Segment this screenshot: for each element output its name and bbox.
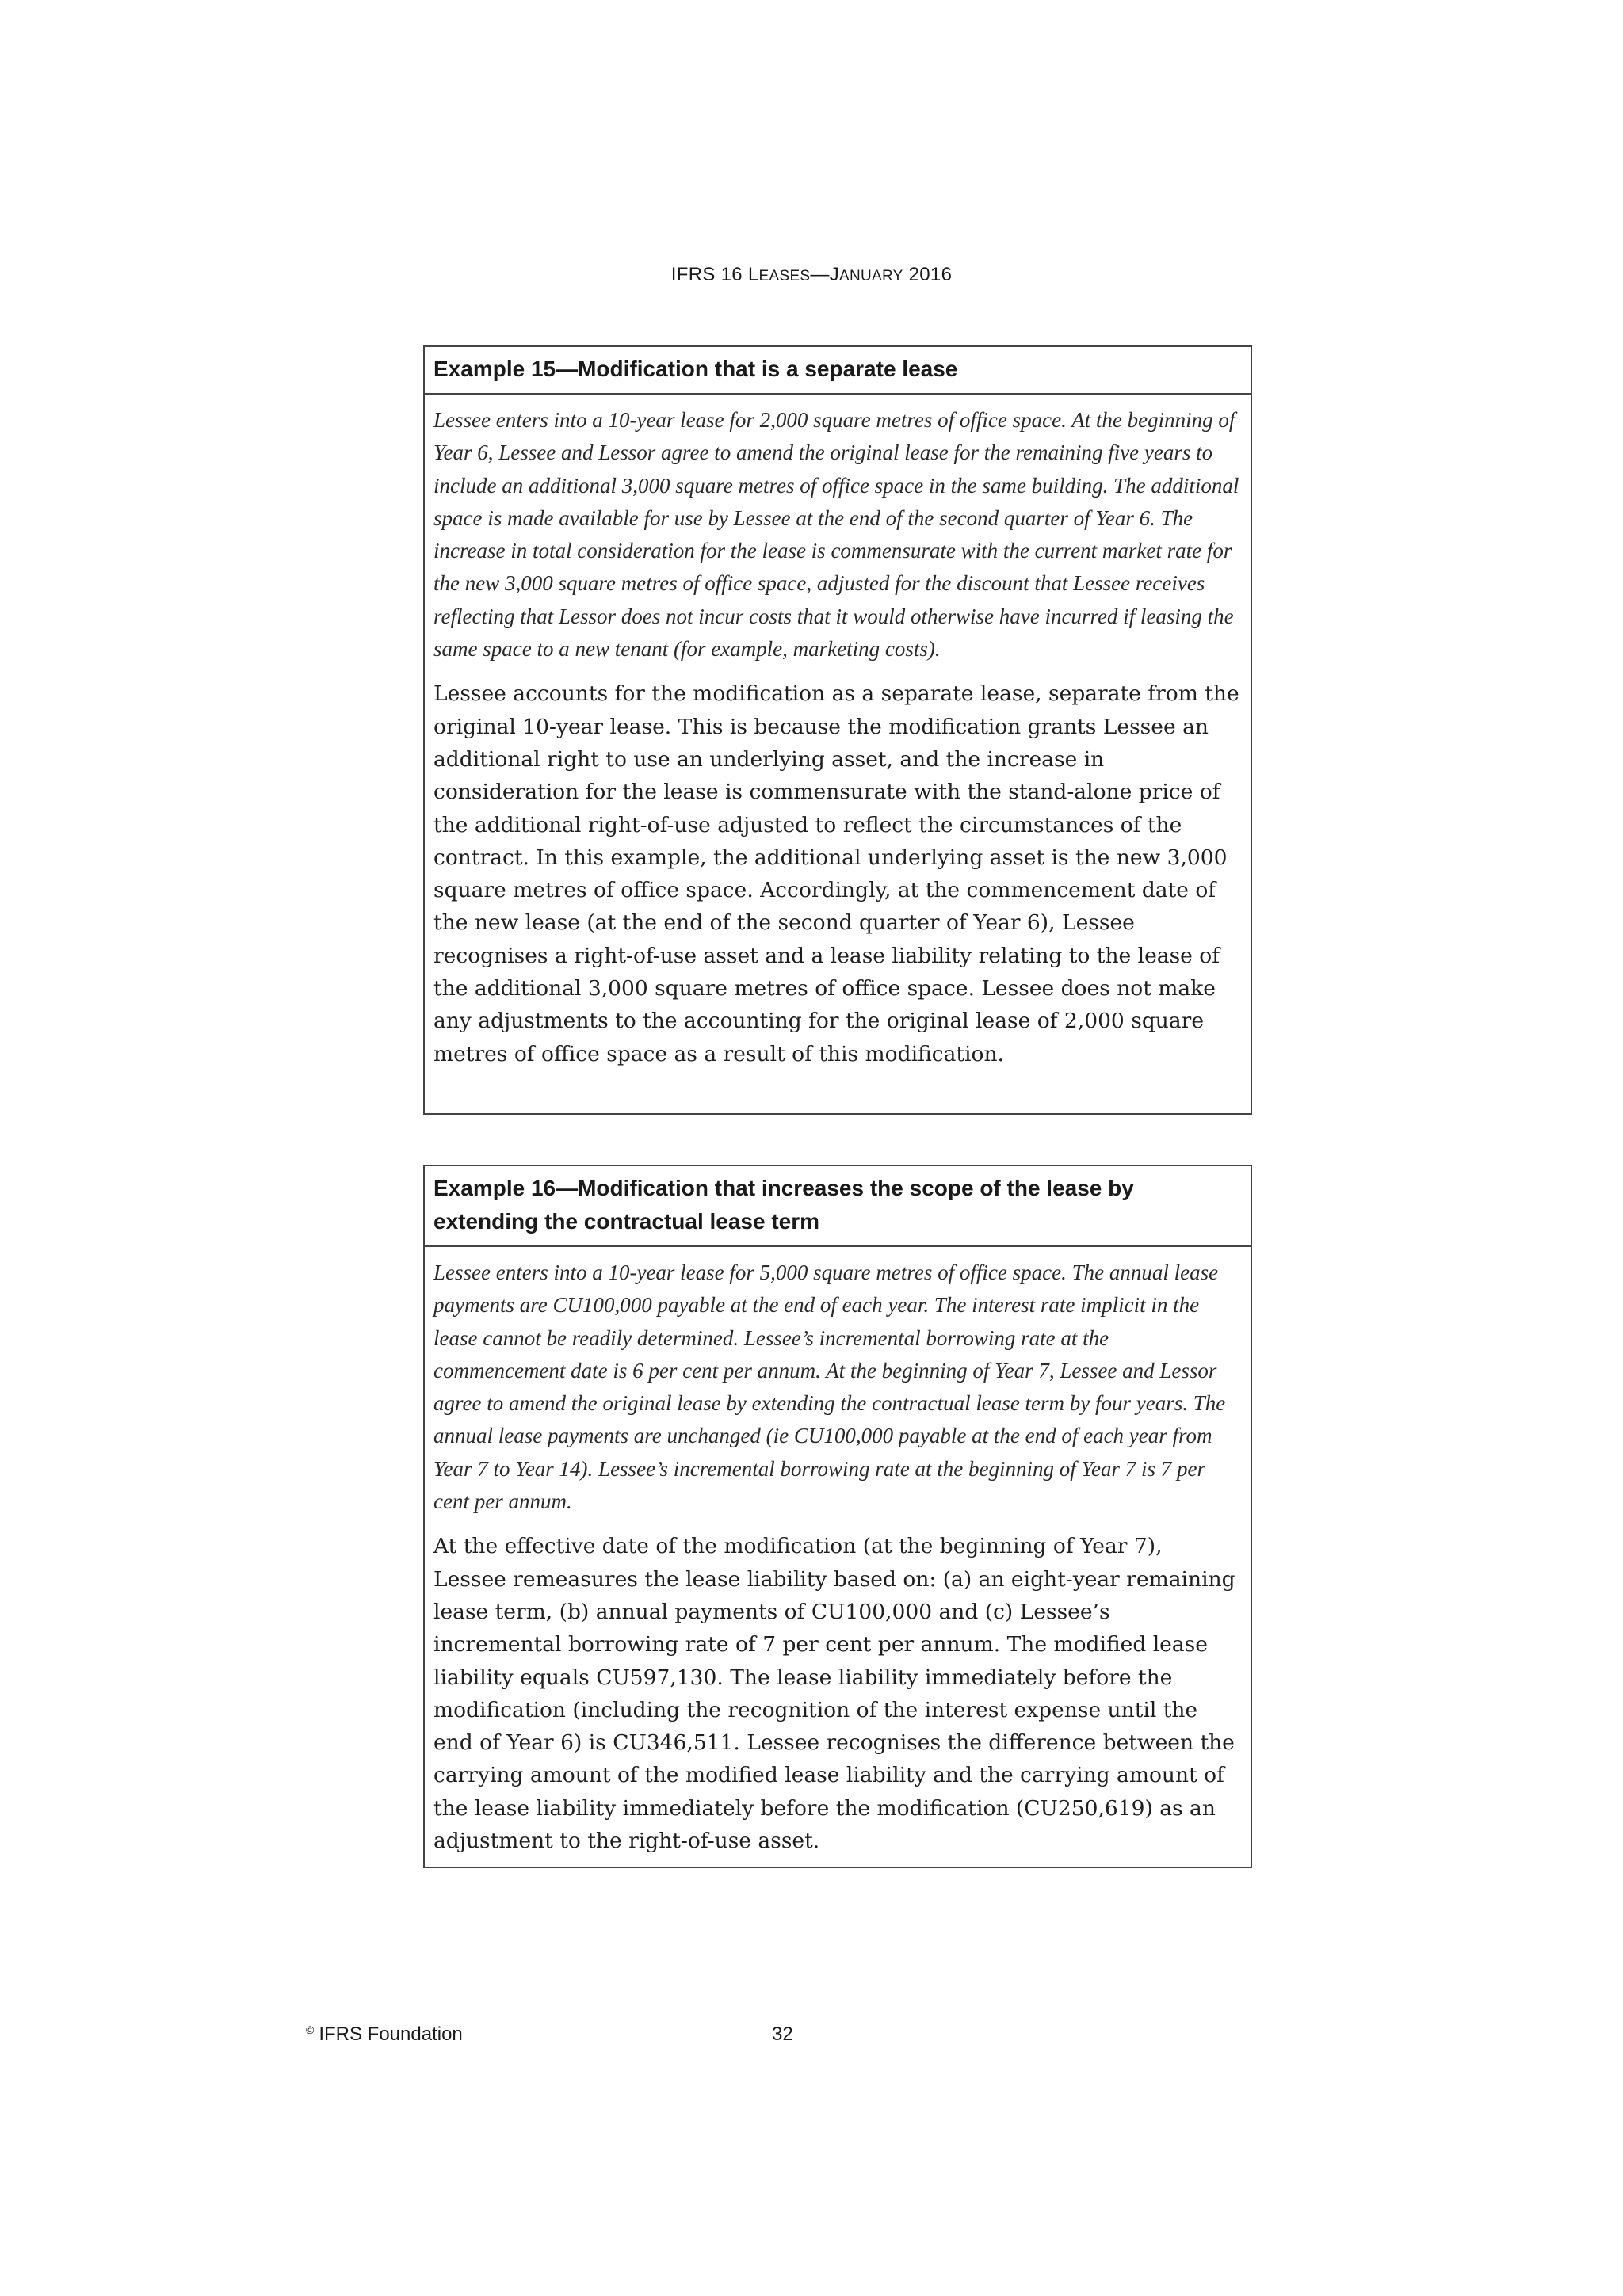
example-16-body <box>425 1247 1251 1857</box>
example-15-body <box>425 395 1251 1070</box>
copyright-symbol: © <box>306 2023 315 2036</box>
running-head: IFRS 16 LEASES—JANUARY 2016 <box>670 264 953 285</box>
example-15-analysis: Lessee accounts for the modification as a separate lease, separate from the original 10-year lease. This is because the modification grants Lessee an additional right to use an underlying asset, and the increase in consideration for the lease is commensurate with the stand-alone price of the additional right-of-use adjusted to reflect the circumstances of the contract. In this example, the additional underlying asset is the new 3,000 square metres of office space. Accordingly, at the commencement date of the new lease (at the end of the second quarter of Year 6), Lessee recognises a right-of-use asset and a lease liability relating to the lease of the additional 3,000 square metres of office space. Lessee does not make any adjustments to the accounting for the original lease of 2,000 square metres of office space as a result of this modification. <box>433 681 1239 1066</box>
example-15-facts: Lessee enters into a 10-year lease for 2,000 square metres of office space. At the beginning of Year 6, Lessee and Lessor agree to amend the original lease for the remaining five years to include an additional 3,000 square metres of office space in the same building. The additional space is made available for use by Lessee at the end of the second quarter of Year 6. The increase in total consideration for the lease is commensurate with the current market rate for the new 3,000 square metres of office space, adjusted for the discount that Lessee receives reflecting that Lessor does not incur costs that it would otherwise have incurred if leasing the same space to a new tenant (for example, marketing costs). <box>433 408 1239 662</box>
example-16-analysis: At the effective date of the modification (at the beginning of Year 7), Lessee remeasures the lease liability based on: (a) an eight-year remaining lease term, (b) annual payments of CU100,000 and (c) Lessee’s incremental borrowing rate of 7 per cent per annum. The modified lease liability equals CU597,130. The lease liability immediately before the modification (including the recognition of the interest expense until the end of Year 6) is CU346,511. Lessee recognises the difference between the carrying amount of the modified lease liability and the carrying amount of the lease liability immediately before the modification (CU250,619) as an adjustment to the right-of-use asset. <box>433 1534 1235 1854</box>
example-16-facts: Lessee enters into a 10-year lease for 5,000 square metres of office space. The annual lease payments are CU100,000 payable at the end of each year. The interest rate implicit in the lease cannot be readily determined. Lessee’s incremental borrowing rate at the commencement date is 6 per cent per annum. At the beginning of Year 7, Lessee and Lessor agree to amend the original lease by extending the contractual lease term by four years. The annual lease payments are unchanged (ie CU100,000 payable at the end of each year from Year 7 to Year 14). Lessee’s incremental borrowing rate at the beginning of Year 7 is 7 per cent per annum. <box>433 1261 1226 1514</box>
example-15-title: Example 15—Modification that is a separate lease <box>425 347 1251 395</box>
example-16-title: Example 16—Modification that increases the scope of the lease by extending the contractual lease term <box>425 1166 1251 1247</box>
page-number: 32 <box>772 2023 793 2045</box>
copyright-text: IFRS Foundation <box>319 2023 463 2045</box>
footer-copyright <box>306 2023 463 2046</box>
example-16-box <box>423 1165 1252 1868</box>
example-15-box <box>423 345 1252 1115</box>
